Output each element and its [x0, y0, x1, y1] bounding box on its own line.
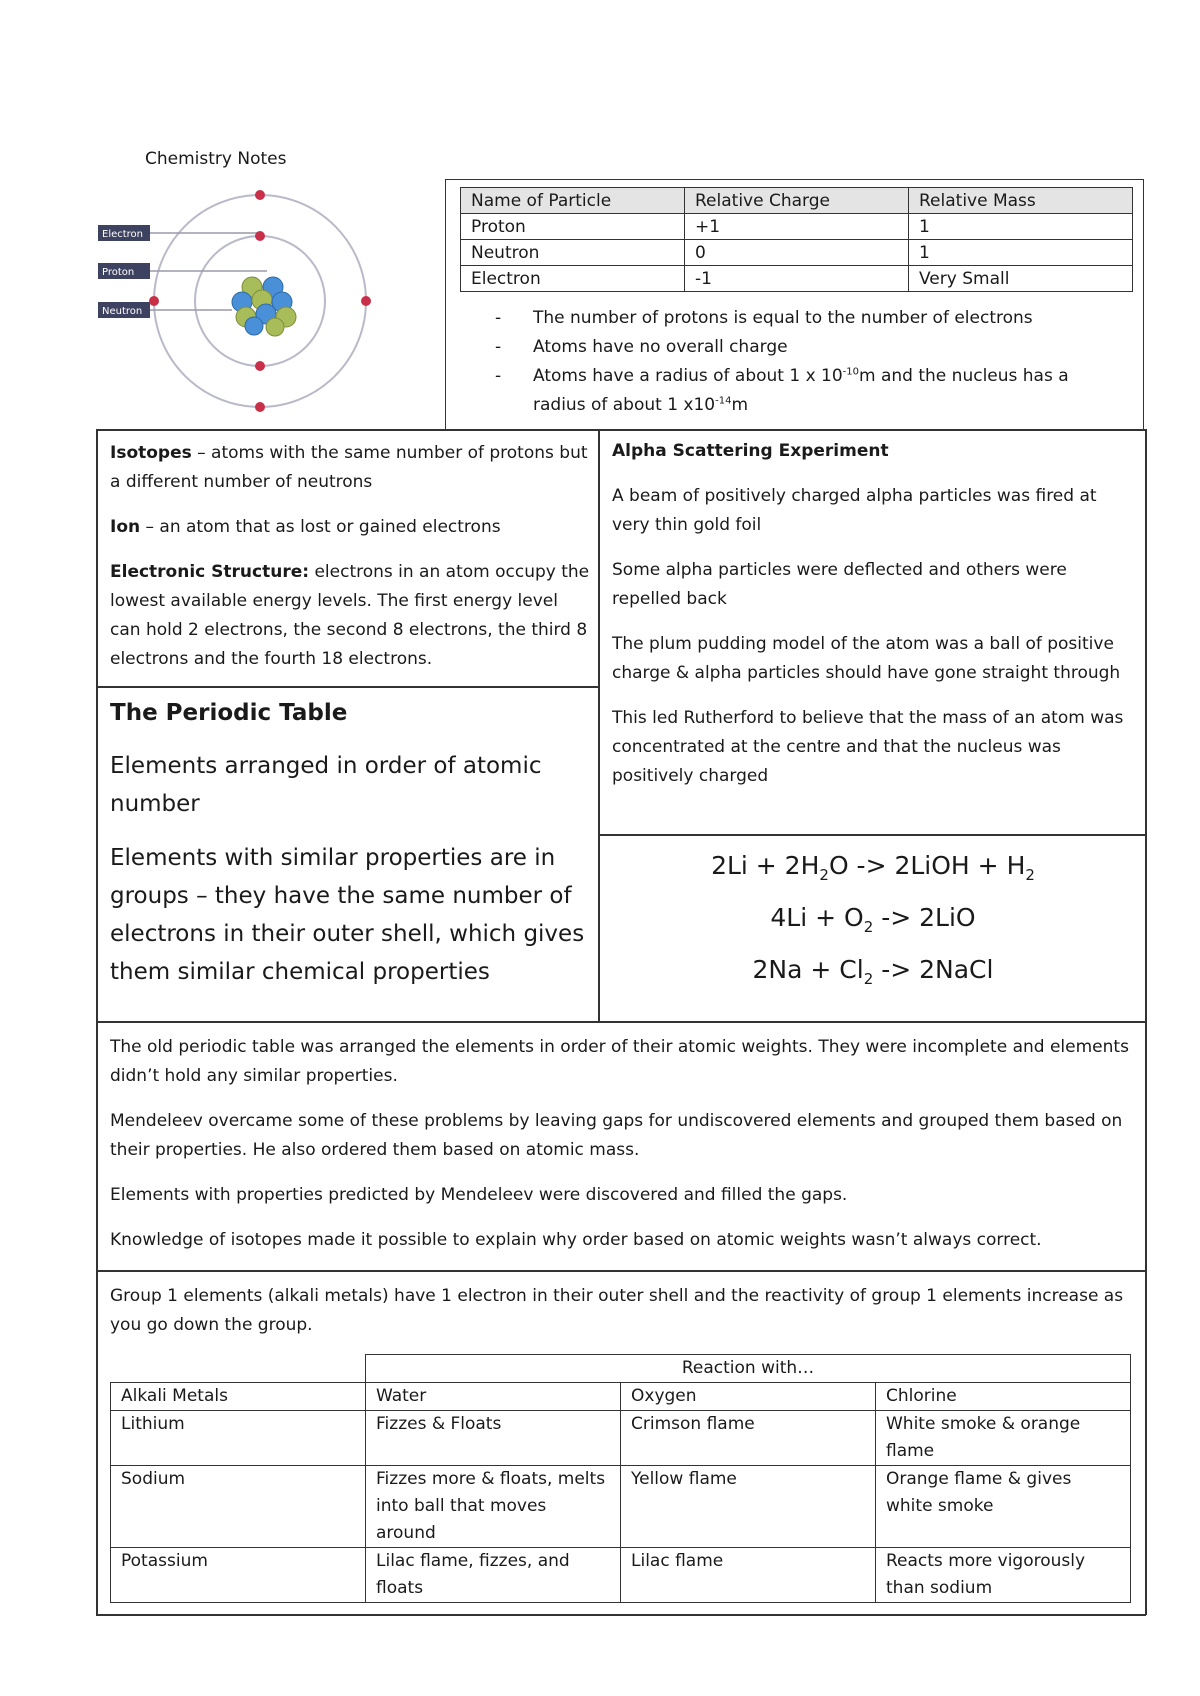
definition-text: – an atom that as lost or gained electrons: [140, 517, 501, 537]
blank-cell: [111, 1355, 366, 1383]
exponent: -10: [842, 366, 860, 378]
table-cell: Neutron: [461, 240, 685, 266]
table-cell: Very Small: [909, 266, 1133, 292]
atom-facts-list: [495, 304, 1125, 420]
alkali-metals-table: [110, 1354, 1131, 1603]
electronic-structure-definition: [110, 558, 590, 674]
header-cell: Water: [366, 1383, 621, 1411]
table-row: [111, 1466, 1131, 1548]
list-item: [495, 304, 1125, 333]
periodic-table-section: [110, 695, 590, 1007]
paragraph: This led Rutherford to believe that the mass of an atom was concentrated at the centre and that the nucleus was positively charged: [612, 708, 1124, 786]
divider: [96, 1021, 1146, 1023]
paragraph: Group 1 elements (alkali metals) have 1 electron in their outer shell and the reactivity of group 1 elements increase as you go down the group.: [110, 1286, 1124, 1335]
paragraph: Mendeleev overcame some of these problems by leaving gaps for undiscovered elements and grouped them based on their properties. He also ordered them based on atomic mass.: [110, 1111, 1123, 1160]
header-cell: Relative Mass: [909, 188, 1133, 214]
table-cell: 0: [685, 240, 909, 266]
section-heading: The Periodic Table: [110, 700, 348, 726]
divider: [96, 429, 1146, 431]
electron-label: Electron: [102, 229, 144, 240]
header-cell: Relative Charge: [685, 188, 909, 214]
table-cell: Reacts more vigorously than sodium: [876, 1548, 1131, 1603]
table-header-row: [461, 188, 1133, 214]
term: Electronic Structure:: [110, 562, 310, 582]
table-row: [111, 1548, 1131, 1603]
definition-text: – atoms with the same number of protons but a different number of neutrons: [110, 443, 588, 492]
electron-dot: [255, 231, 265, 241]
table-cell: -1: [685, 266, 909, 292]
electron-dot: [361, 296, 371, 306]
paragraph: Elements with similar properties are in groups – they have the same number of electrons in their outer shell, which gives them similar chemical properties: [110, 845, 585, 985]
table-row: [111, 1411, 1131, 1466]
table-cell: Orange flame & gives white smoke: [876, 1466, 1131, 1548]
electron-dot: [255, 190, 265, 200]
fact-text: m: [731, 395, 749, 415]
header-cell: Reaction with…: [366, 1355, 1131, 1383]
electron-dot: [255, 402, 265, 412]
neutron-label: Neutron: [102, 306, 143, 317]
equation: $4Li + O_2 -> 2LiO$: [770, 903, 976, 936]
table-cell: +1: [685, 214, 909, 240]
equations-section: [600, 848, 1146, 1004]
term: Ion: [110, 517, 141, 537]
nucleus: [232, 277, 296, 336]
fact-text: Atoms have a radius of about 1 x 10: [533, 366, 843, 386]
paragraph: The plum pudding model of the atom was a ball of positive charge & alpha particles should have gone straight through: [612, 634, 1121, 683]
divider: [96, 1614, 1146, 1616]
isotopes-definition: [110, 439, 590, 497]
table-cell: Electron: [461, 266, 685, 292]
table-cell: Yellow flame: [621, 1466, 876, 1548]
equation: $2Na + Cl_2$ -> 2NaCl: [752, 955, 994, 988]
table-cell: Lilac flame, fizzes, and floats: [366, 1548, 621, 1603]
list-item: [495, 362, 1125, 420]
term: Isotopes: [110, 443, 192, 463]
paragraph: Elements arranged in order of atomic number: [110, 753, 542, 817]
header-cell: Oxygen: [621, 1383, 876, 1411]
particle-table: [460, 187, 1133, 292]
table-header-row: [111, 1355, 1131, 1383]
definitions-section: [110, 439, 590, 690]
table-cell: 1: [909, 214, 1133, 240]
fact-text: The number of protons is equal to the number of electrons: [533, 308, 1033, 328]
table-cell: Lithium: [111, 1411, 366, 1466]
table-header-row: [111, 1383, 1131, 1411]
fact-text: Atoms have no overall charge: [533, 337, 788, 357]
electron-dot: [149, 296, 159, 306]
table-cell: Lilac flame: [621, 1548, 876, 1603]
paragraph: The old periodic table was arranged the elements in order of their atomic weights. They were incomplete and elements didn’t hold any similar properties.: [110, 1037, 1129, 1086]
electron-dot: [255, 361, 265, 371]
header-cell: Name of Particle: [461, 188, 685, 214]
alpha-scattering-section: [612, 437, 1132, 807]
table-row: [461, 214, 1133, 240]
paragraph: Elements with properties predicted by Mendeleev were discovered and filled the gaps.: [110, 1185, 848, 1205]
group1-section: [110, 1282, 1135, 1356]
paragraph: Knowledge of isotopes made it possible to explain why order based on atomic weights wasn’t always correct.: [110, 1230, 1042, 1250]
definition-text: electrons in an atom occupy the lowest available energy levels. The first energy level can hold 2 electrons, the second 8 electrons, the third 8 electrons and the fourth 18 electrons.: [110, 562, 590, 669]
fact-text: m and the nucleus has a radius of about 1 x10: [533, 366, 1069, 415]
history-section: [110, 1033, 1135, 1271]
proton-label: Proton: [102, 267, 135, 278]
page-title: Chemistry Notes: [145, 149, 287, 169]
table-cell: Fizzes more & floats, melts into ball that moves around: [366, 1466, 621, 1548]
table-row: [461, 266, 1133, 292]
ion-definition: [110, 513, 590, 542]
atom-diagram: [92, 186, 382, 416]
list-item: [495, 333, 1125, 362]
table-cell: Proton: [461, 214, 685, 240]
paragraph: Some alpha particles were deflected and others were repelled back: [612, 560, 1067, 609]
header-cell: Alkali Metals: [111, 1383, 366, 1411]
paragraph: A beam of positively charged alpha particles was fired at very thin gold foil: [612, 486, 1097, 535]
divider: [598, 834, 1146, 836]
table-row: [461, 240, 1133, 266]
equation: $2Li + 2H_2O$ -> 2LiOH + $H_2$: [711, 851, 1035, 884]
table-cell: 1: [909, 240, 1133, 266]
header-cell: Chlorine: [876, 1383, 1131, 1411]
exponent: -14: [715, 395, 732, 407]
table-cell: White smoke & orange flame: [876, 1411, 1131, 1466]
section-heading: Alpha Scattering Experiment: [612, 441, 889, 461]
table-cell: Crimson flame: [621, 1411, 876, 1466]
table-cell: Sodium: [111, 1466, 366, 1548]
table-cell: Potassium: [111, 1548, 366, 1603]
table-cell: Fizzes & Floats: [366, 1411, 621, 1466]
